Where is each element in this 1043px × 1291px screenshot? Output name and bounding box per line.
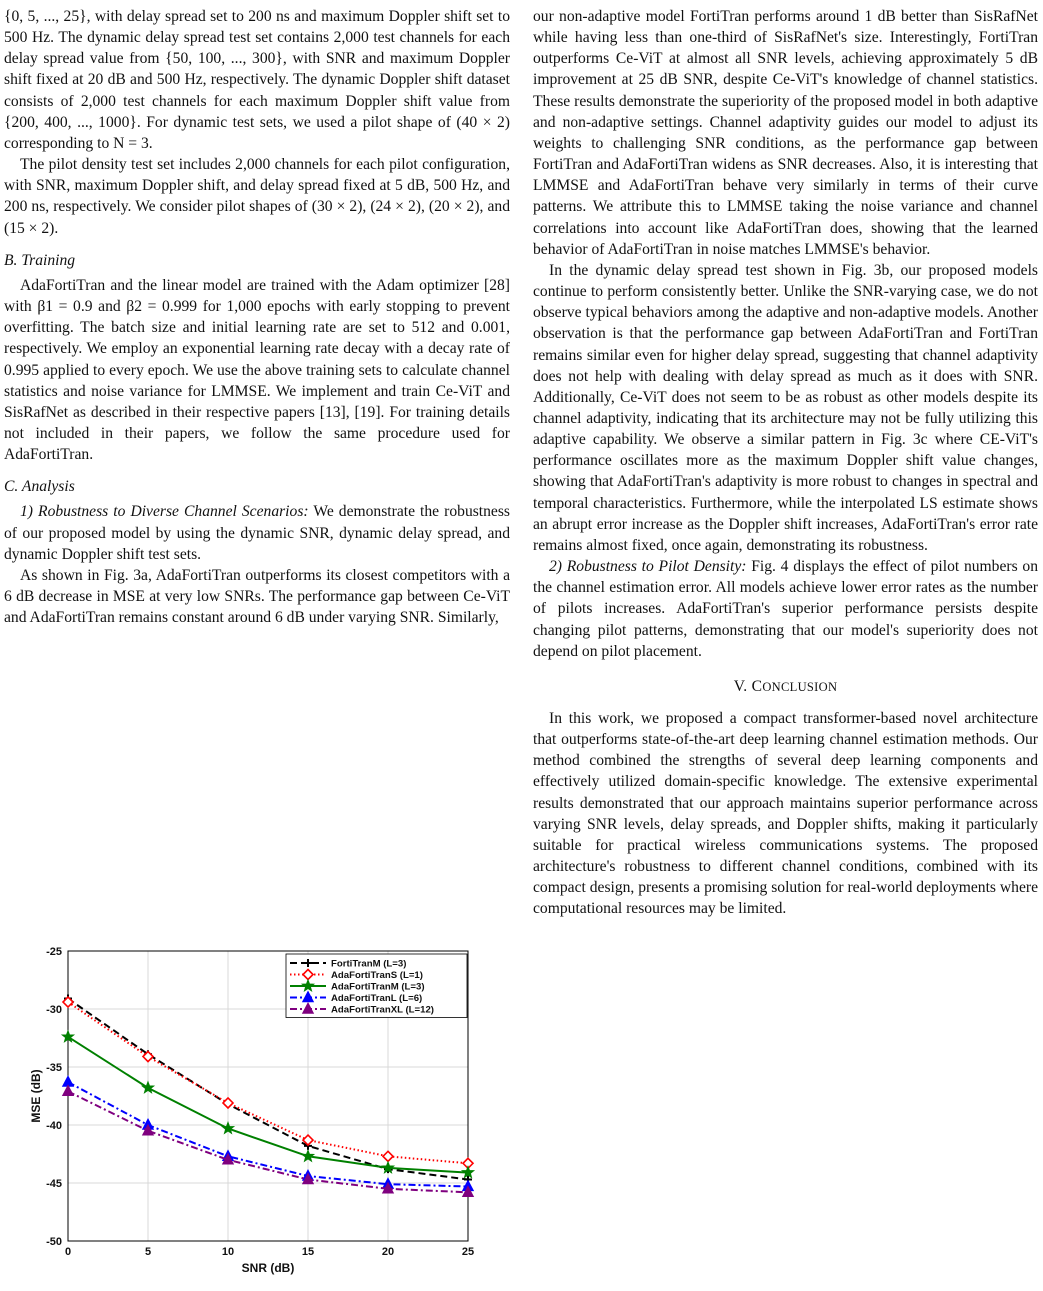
legend-label: FortiTranM (L=3) [331,958,407,970]
paragraph: In the dynamic delay spread test shown in Fig. 3b, our proposed models continue to perform consistently better. Unlike the SNR-varying case, we do not observe typical behaviors among the adaptive and non-adaptive models. Another observation is that the performance gap between AdaFortiTran and FortiTran remains similar even for higher delay spread, suggesting that channel adaptivity does not help with dealing with delay spread as much as it does with SNR. Additionally, Ce-ViT does not seem to be as robust as other models despite its channel adaptivity, indicating that its architecture may not be fully utilizing this adaptive capability. We observe a similar pattern in Fig. 3c where CE-ViT's performance oscillates more as the maximum Doppler shift value changes, showing that AdaFortiTran's adaptivity is more robust to changes in spectral and temporal characteristics. Furthermore, while the interpolated LS estimate shows an abrupt error increase as the Doppler shift increases, AdaFortiTran's error rate remains almost fixed, once again, demonstrating its robustness. [533,261,1038,554]
data-point [63,1086,73,1096]
x-tick-label: 10 [221,1246,235,1258]
y-tick-label: -30 [46,1004,62,1016]
left-column [4,6,510,628]
series-1 [64,995,472,1184]
x-axis-label: SNR (dB) [241,1261,295,1275]
legend-label: AdaFortiTranL (L=6) [331,993,423,1004]
series-5 [63,1086,473,1196]
paragraph-text: We demonstrate the robustness of our proposed model by using the dynamic SNR, dynamic delay spread, and dynamic Doppler shift test sets. [4,503,510,563]
paragraph: As shown in Fig. 3a, AdaFortiTran outperforms its closest competitors with a 6 dB decrease in MSE at very low SNRs. The performance gap between Ce-ViT and AdaFortiTran remains constant around 6 dB under varying SNR. Similarly, [4,566,510,627]
mse-vs-snr-chart [0,935,510,1291]
series-line [68,1037,468,1173]
y-tick-label: -50 [46,1236,62,1248]
series-3 [62,1031,473,1178]
legend [286,954,467,1018]
series-line [68,999,468,1180]
data-point [143,1052,153,1062]
data-point [223,1098,233,1108]
section-title-smallcaps: ONCLUSION [762,679,838,694]
subsection-heading: 2) Robustness to Pilot Density: [549,558,747,576]
x-tick-label: 25 [461,1246,475,1258]
paragraph-text: Fig. 4 displays the effect of pilot numbers on the channel estimation error. All models achieve lower error rates as the number of pilots increases. AdaFortiTran's superior performance persists despite changing pilot patterns, demonstrating that our model's superiority does not depend on pilot placement. [533,558,1039,660]
x-tick-label: 5 [144,1246,152,1258]
paragraph [533,556,1038,662]
subsection-heading: 1) Robustness to Diverse Channel Scenarios: [20,503,309,521]
right-column [533,6,1038,920]
y-tick-label: -25 [46,946,62,958]
paragraph: AdaFortiTran and the linear model are trained with the Adam optimizer [28] with β1 = 0.9 and β2 = 0.999 for 1,000 epochs with early stopping to prevent overfitting. The batch size and initial learning rate are set to 512 and 0.001, respectively. We employ an exponential learning rate decay with a decay rate of 0.995 applied to every epoch. We use the above training sets to calculate channel statistics and noise variance for LMMSE. We implement and train Ce-ViT and SisRafNet as described in their respective papers [13], [19]. For training details not included in their papers, we follow the same procedure used for AdaFortiTran. [4,276,510,464]
y-tick-label: -35 [46,1062,62,1074]
paragraph [4,501,510,564]
section-heading-conclusion [533,676,1038,698]
y-tick-label: -40 [46,1120,62,1132]
legend-label: AdaFortiTranM (L=3) [331,981,425,993]
paragraph: The pilot density test set includes 2,000 channels for each pilot configuration, with SNR, maximum Doppler shift, and delay spread fixed at 5 dB, 500 Hz, and 200 ns, respectively. We consider pilot shapes of (30 × 2), (24 × 2), (20 × 2), and (15 × 2). [4,156,510,237]
paragraph: {0, 5, ..., 25}, with delay spread set to 200 ns and maximum Doppler shift set to 500 Hz. The dynamic delay spread test set contains 2,000 test channels for each delay spread value from {50, 100, ..., 300}, with SNR and maximum Doppler shift fixed at 20 dB and 500 Hz, respectively. The dynamic Doppler shift dataset consists of 2,000 test channels for each maximum Doppler shift value from {200, 400, ..., 1000}. For dynamic test sets, we used a pilot shape of (40 × 2) corresponding to N = 3. [4,8,510,152]
y-axis-label: MSE (dB) [29,1069,43,1123]
y-tick-label: -45 [46,1178,62,1190]
data-point [383,1151,393,1161]
paragraph: In this work, we proposed a compact transformer-based novel architecture that outperforms state-of-the-art deep learning channel estimation methods. Our method combined the strengths of several deep learning components and effectively utilized domain-specific knowledge. The extensive experimental results demonstrated that our approach maintains superior performance across varying SNR levels, delay spreads, and Doppler shifts, making it particularly suitable for practical wireless communications systems. The proposed architecture's robustness to different channel conditions, combined with its compact design, presents a promising solution for real-world deployments where computational resources may be limited. [533,710,1038,918]
x-tick-label: 20 [381,1246,395,1258]
mse-vs-snr-figure [0,935,510,1291]
x-tick-label: 15 [301,1246,315,1258]
series-4 [63,1077,473,1191]
series-lines [62,995,473,1197]
x-tick-label: 0 [64,1246,72,1258]
legend-label: AdaFortiTranS (L=1) [331,970,423,981]
section-heading-analysis: C. Analysis [4,478,75,496]
section-heading-training: B. Training [4,251,76,269]
legend-label: AdaFortiTranXL (L=12) [331,1004,434,1016]
paragraph: our non-adaptive model FortiTran performs around 1 dB better than SisRafNet while having less than one-third of SisRafNet's size. Interestingly, FortiTran outperforms Ce-ViT at almost all SNR levels, achieving approximately 5 dB improvement at 25 dB SNR, despite Ce-ViT's knowledge of channel statistics. These results demonstrate the superiority of the proposed model in both adaptive and non-adaptive settings. Channel adaptivity guides our model to adjust its weights to challenging SNR conditions, as the performance gap between FortiTran and AdaFortiTran widens as SNR decreases. Also, it is interesting that LMMSE and AdaFortiTran behave very similarly in terms of their curve patterns. We attribute this to LMMSE taking the noise variance and channel correlations into account like AdaFortiTran does, showing that the learned behavior of AdaFortiTran in noise matches LMMSE's behavior. [533,8,1038,258]
section-number: V. C [733,677,763,695]
series-line [68,1002,468,1163]
